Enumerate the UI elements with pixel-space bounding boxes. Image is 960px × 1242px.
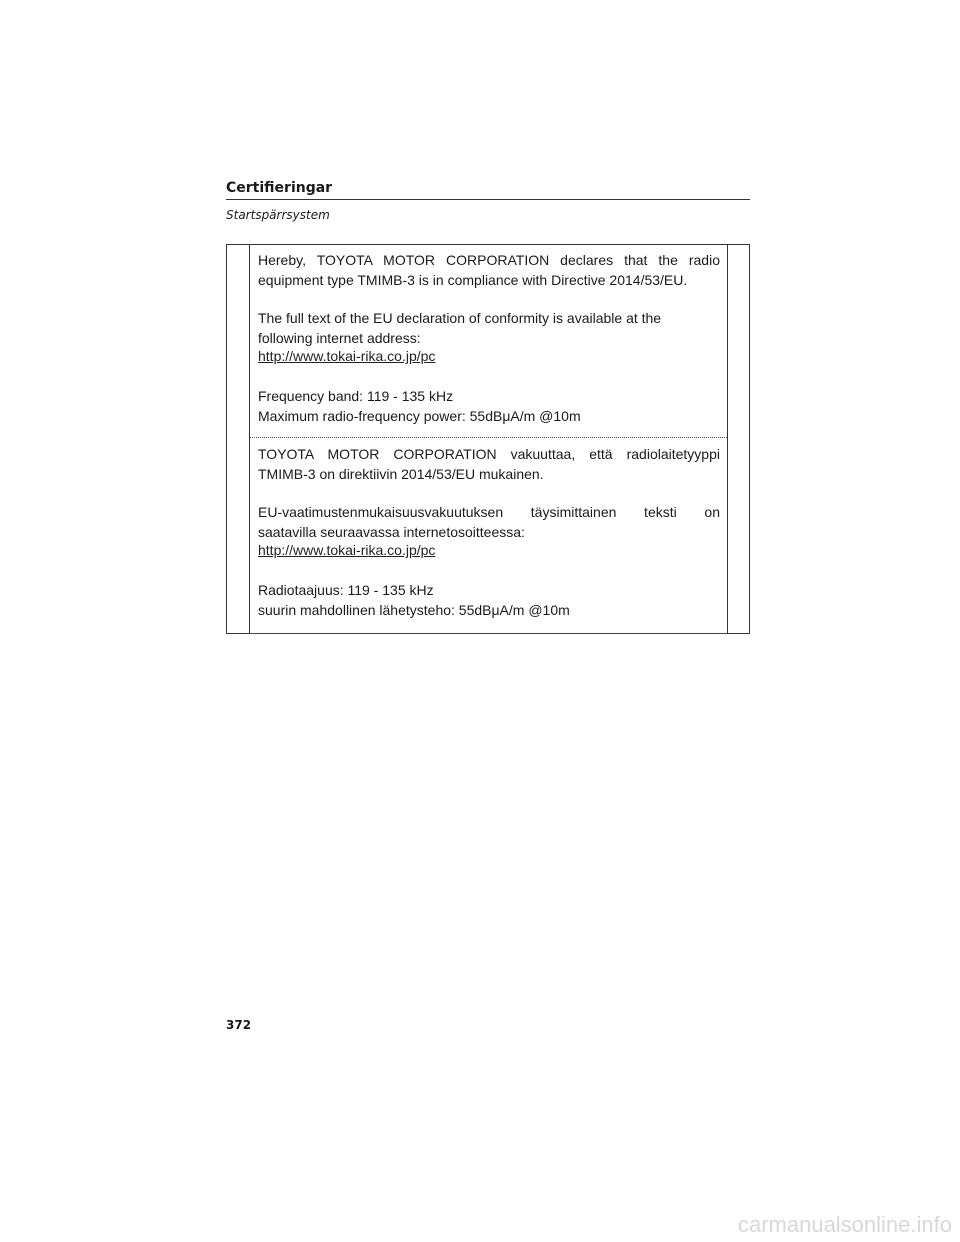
page-number: 372 [226,1018,252,1032]
en-paragraph-2-line-2: following internet address: [258,330,421,346]
section-subtitle: Startspärrsystem [226,208,330,222]
en-paragraph-1-line-1: Hereby, TOYOTA MOTOR CORPORATION declares that the radio [258,252,720,268]
fi-max-power: suurin mahdollinen lähetysteho: 55dBμA/m @10m [258,602,570,618]
fi-paragraph-1-line-2: TMIMB-3 on direktiivin 2014/53/EU mukainen. [258,466,544,482]
declaration-box [226,244,750,634]
fi-paragraph-2-line-1: EU-vaatimustenmukaisuusvakuutuksen täysimittainen teksti on [258,504,720,520]
fi-paragraph-1-line-1: TOYOTA MOTOR CORPORATION vakuuttaa, että radiolaitetyyppi [258,446,720,462]
watermark: carmanualsonline.info [737,1212,952,1237]
en-link-line [258,346,720,366]
en-paragraph-1-line-2: equipment type TMIMB-3 is in compliance with Directive 2014/53/EU. [258,272,688,288]
en-frequency-band: Frequency band: 119 - 135 kHz [258,388,454,404]
declaration-finnish [250,438,727,634]
en-declaration-link[interactable]: http://www.tokai-rika.co.jp/pc [258,348,436,364]
en-paragraph-2-line-1: The full text of the EU declaration of conformity is available at the [258,310,662,326]
title-divider [226,199,750,200]
section-title: Certifieringar [226,180,333,196]
en-max-power: Maximum radio-frequency power: 55dBμA/m @10m [258,408,581,424]
declaration-inner-panel [249,244,728,634]
fi-frequency-band: Radiotaajuus: 119 - 135 kHz [258,582,434,598]
fi-declaration-link[interactable]: http://www.tokai-rika.co.jp/pc [258,542,436,558]
fi-link-line [258,540,720,560]
declaration-english [250,244,727,438]
fi-paragraph-2-line-2: saatavilla seuraavassa internetosoitteessa: [258,524,525,540]
